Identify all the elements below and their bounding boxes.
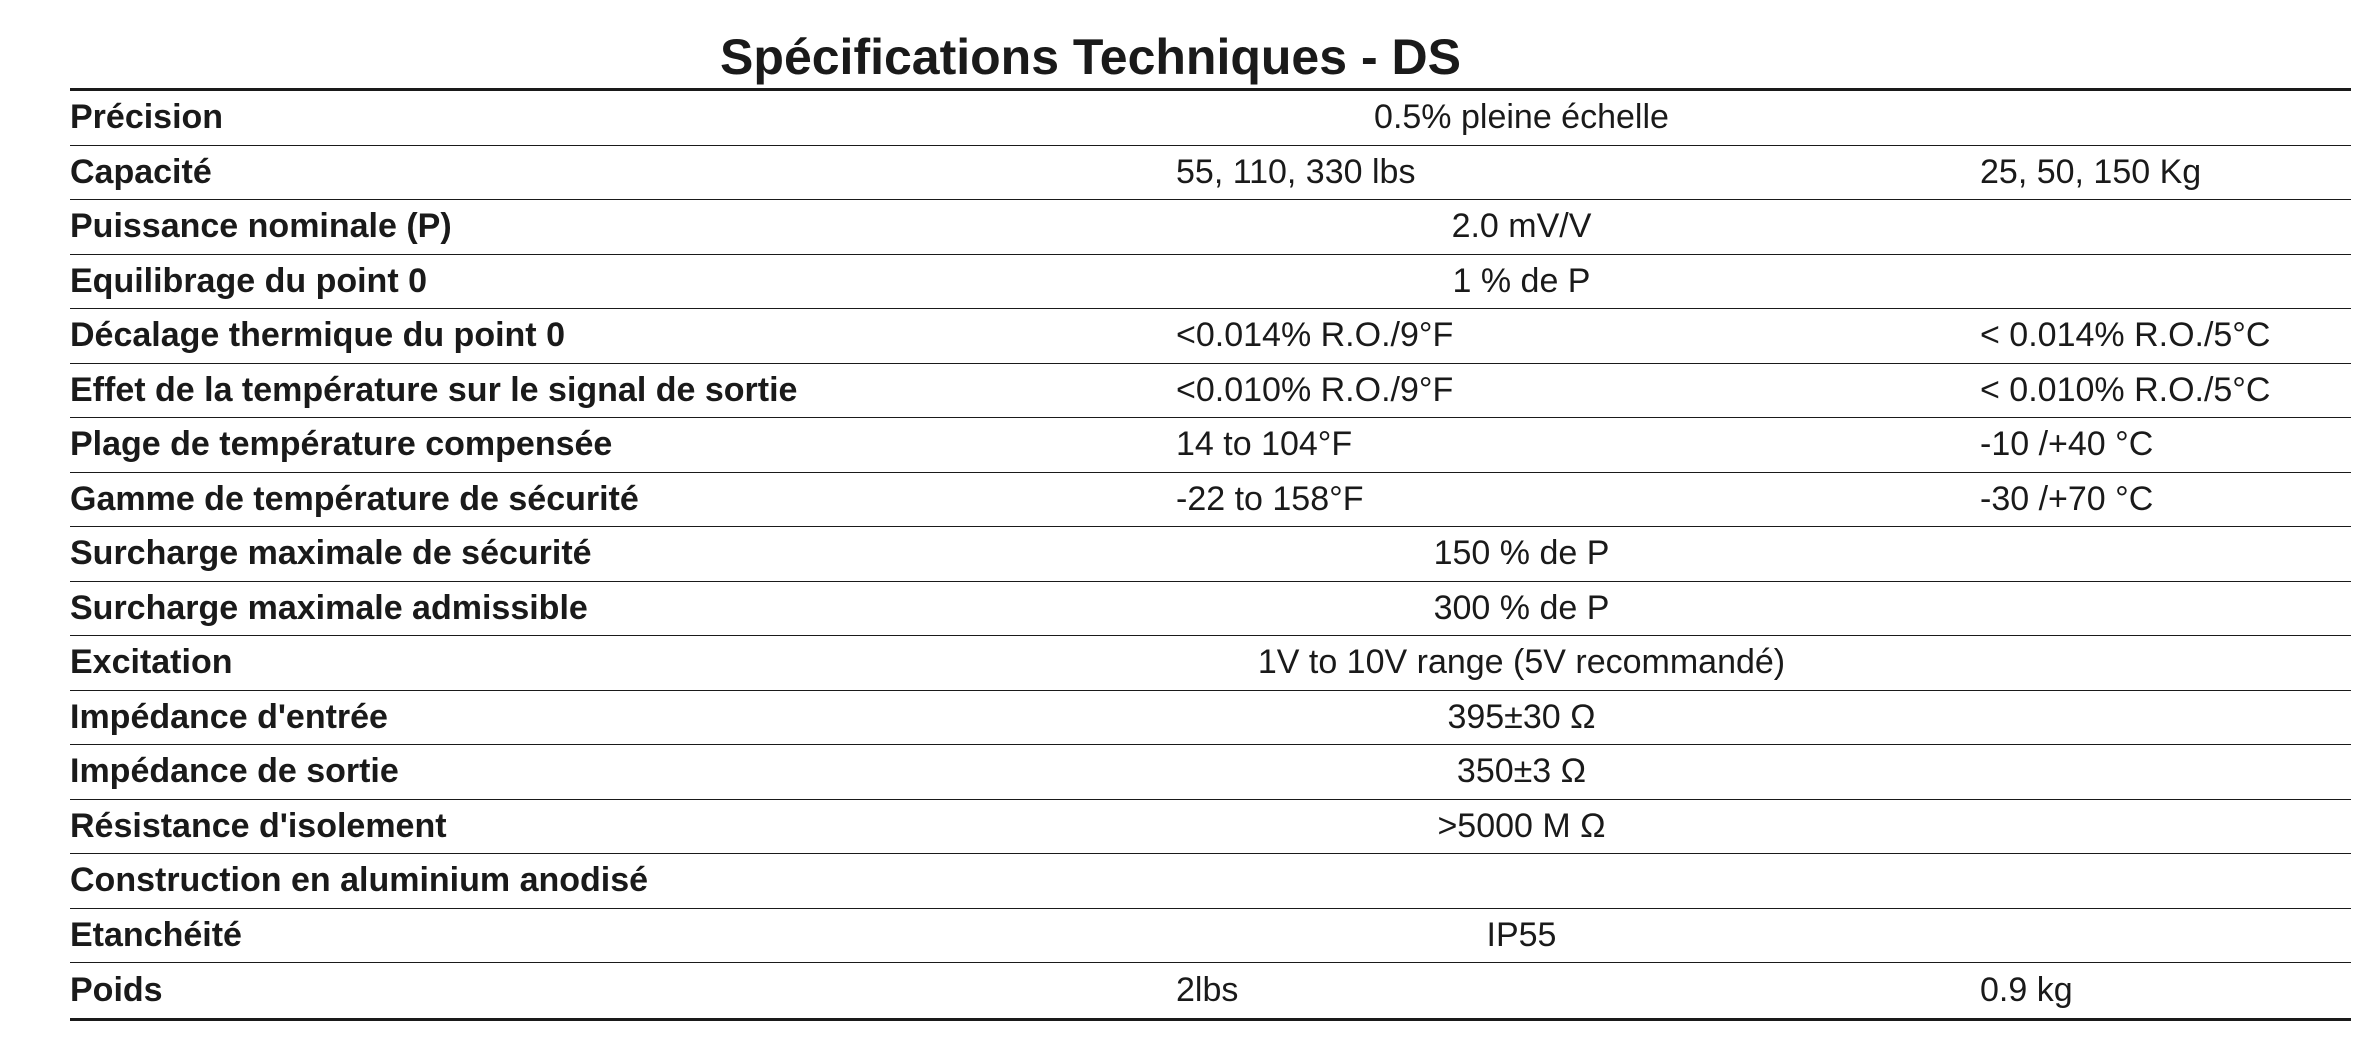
row-label: Poids (70, 970, 163, 1009)
row-value: 150 % de P (1433, 534, 1610, 573)
row-value: 350±3 Ω (1456, 752, 1587, 791)
table-row-etancheite (70, 909, 2351, 964)
row-label: Plage de température compensée (70, 425, 613, 464)
row-value-imperial: <0.010% R.O./9°F (1176, 370, 1454, 409)
row-value: 395±30 Ω (1447, 697, 1596, 736)
row-value-imperial: 55, 110, 330 lbs (1176, 152, 1416, 191)
table-row-gamme-temperature (70, 473, 2351, 528)
table-row-plage-temperature (70, 418, 2351, 473)
row-label: Etanchéité (70, 915, 242, 954)
table-row-impedance-sortie (70, 745, 2351, 800)
table-row-surcharge-securite (70, 527, 2351, 582)
row-label: Résistance d'isolement (70, 806, 447, 845)
table-row-impedance-entree (70, 691, 2351, 746)
row-label: Surcharge maximale admissible (70, 588, 588, 627)
table-row-poids (70, 963, 2351, 1018)
table-row-capacite (70, 146, 2351, 201)
table-row-effet-temperature (70, 364, 2351, 419)
row-value: 300 % de P (1433, 588, 1610, 627)
row-value-imperial: -22 to 158°F (1176, 479, 1364, 518)
table-row-resistance-isolement (70, 800, 2351, 855)
row-value: 1 % de P (1452, 261, 1591, 300)
page-title: Spécifications Techniques - DS (720, 29, 1461, 85)
row-value: 2.0 mV/V (1451, 207, 1592, 246)
row-value-imperial: 2lbs (1176, 970, 1239, 1009)
row-value-metric: < 0.014% R.O./5°C (1980, 316, 2271, 355)
table-row-precision (70, 91, 2351, 146)
row-value: IP55 (1486, 915, 1557, 954)
row-value-imperial: <0.014% R.O./9°F (1176, 316, 1454, 355)
spec-table (70, 88, 2351, 1021)
table-row-equilibrage (70, 255, 2351, 310)
row-value: >5000 M Ω (1437, 806, 1606, 845)
row-value: 0.5% pleine échelle (1374, 98, 1669, 137)
row-label: Surcharge maximale de sécurité (70, 534, 592, 573)
row-label: Effet de la température sur le signal de sortie (70, 370, 798, 409)
row-label: Capacité (70, 152, 212, 191)
table-row-puissance-nominale (70, 200, 2351, 255)
row-label: Impédance d'entrée (70, 697, 388, 736)
row-label: Impédance de sortie (70, 752, 399, 791)
row-label: Equilibrage du point 0 (70, 261, 427, 300)
table-row-surcharge-admissible (70, 582, 2351, 637)
row-label: Puissance nominale (P) (70, 207, 452, 246)
row-label: Décalage thermique du point 0 (70, 316, 565, 355)
row-value-imperial: 14 to 104°F (1176, 425, 1353, 464)
row-value-metric: < 0.010% R.O./5°C (1980, 370, 2271, 409)
row-label: Construction en aluminium anodisé (70, 861, 649, 900)
row-label: Excitation (70, 643, 233, 682)
row-value: 1V to 10V range (5V recommandé) (1257, 643, 1786, 682)
spec-sheet (70, 0, 2351, 1021)
row-value-metric: -10 /+40 °C (1980, 425, 2154, 464)
table-row-decalage-thermique (70, 309, 2351, 364)
row-label: Précision (70, 98, 224, 137)
row-value-metric: 25, 50, 150 Kg (1980, 152, 2202, 191)
table-row-construction (70, 854, 2351, 909)
row-label: Gamme de température de sécurité (70, 479, 639, 518)
row-value-metric: -30 /+70 °C (1980, 479, 2154, 518)
row-value-metric: 0.9 kg (1980, 970, 2073, 1009)
table-row-excitation (70, 636, 2351, 691)
